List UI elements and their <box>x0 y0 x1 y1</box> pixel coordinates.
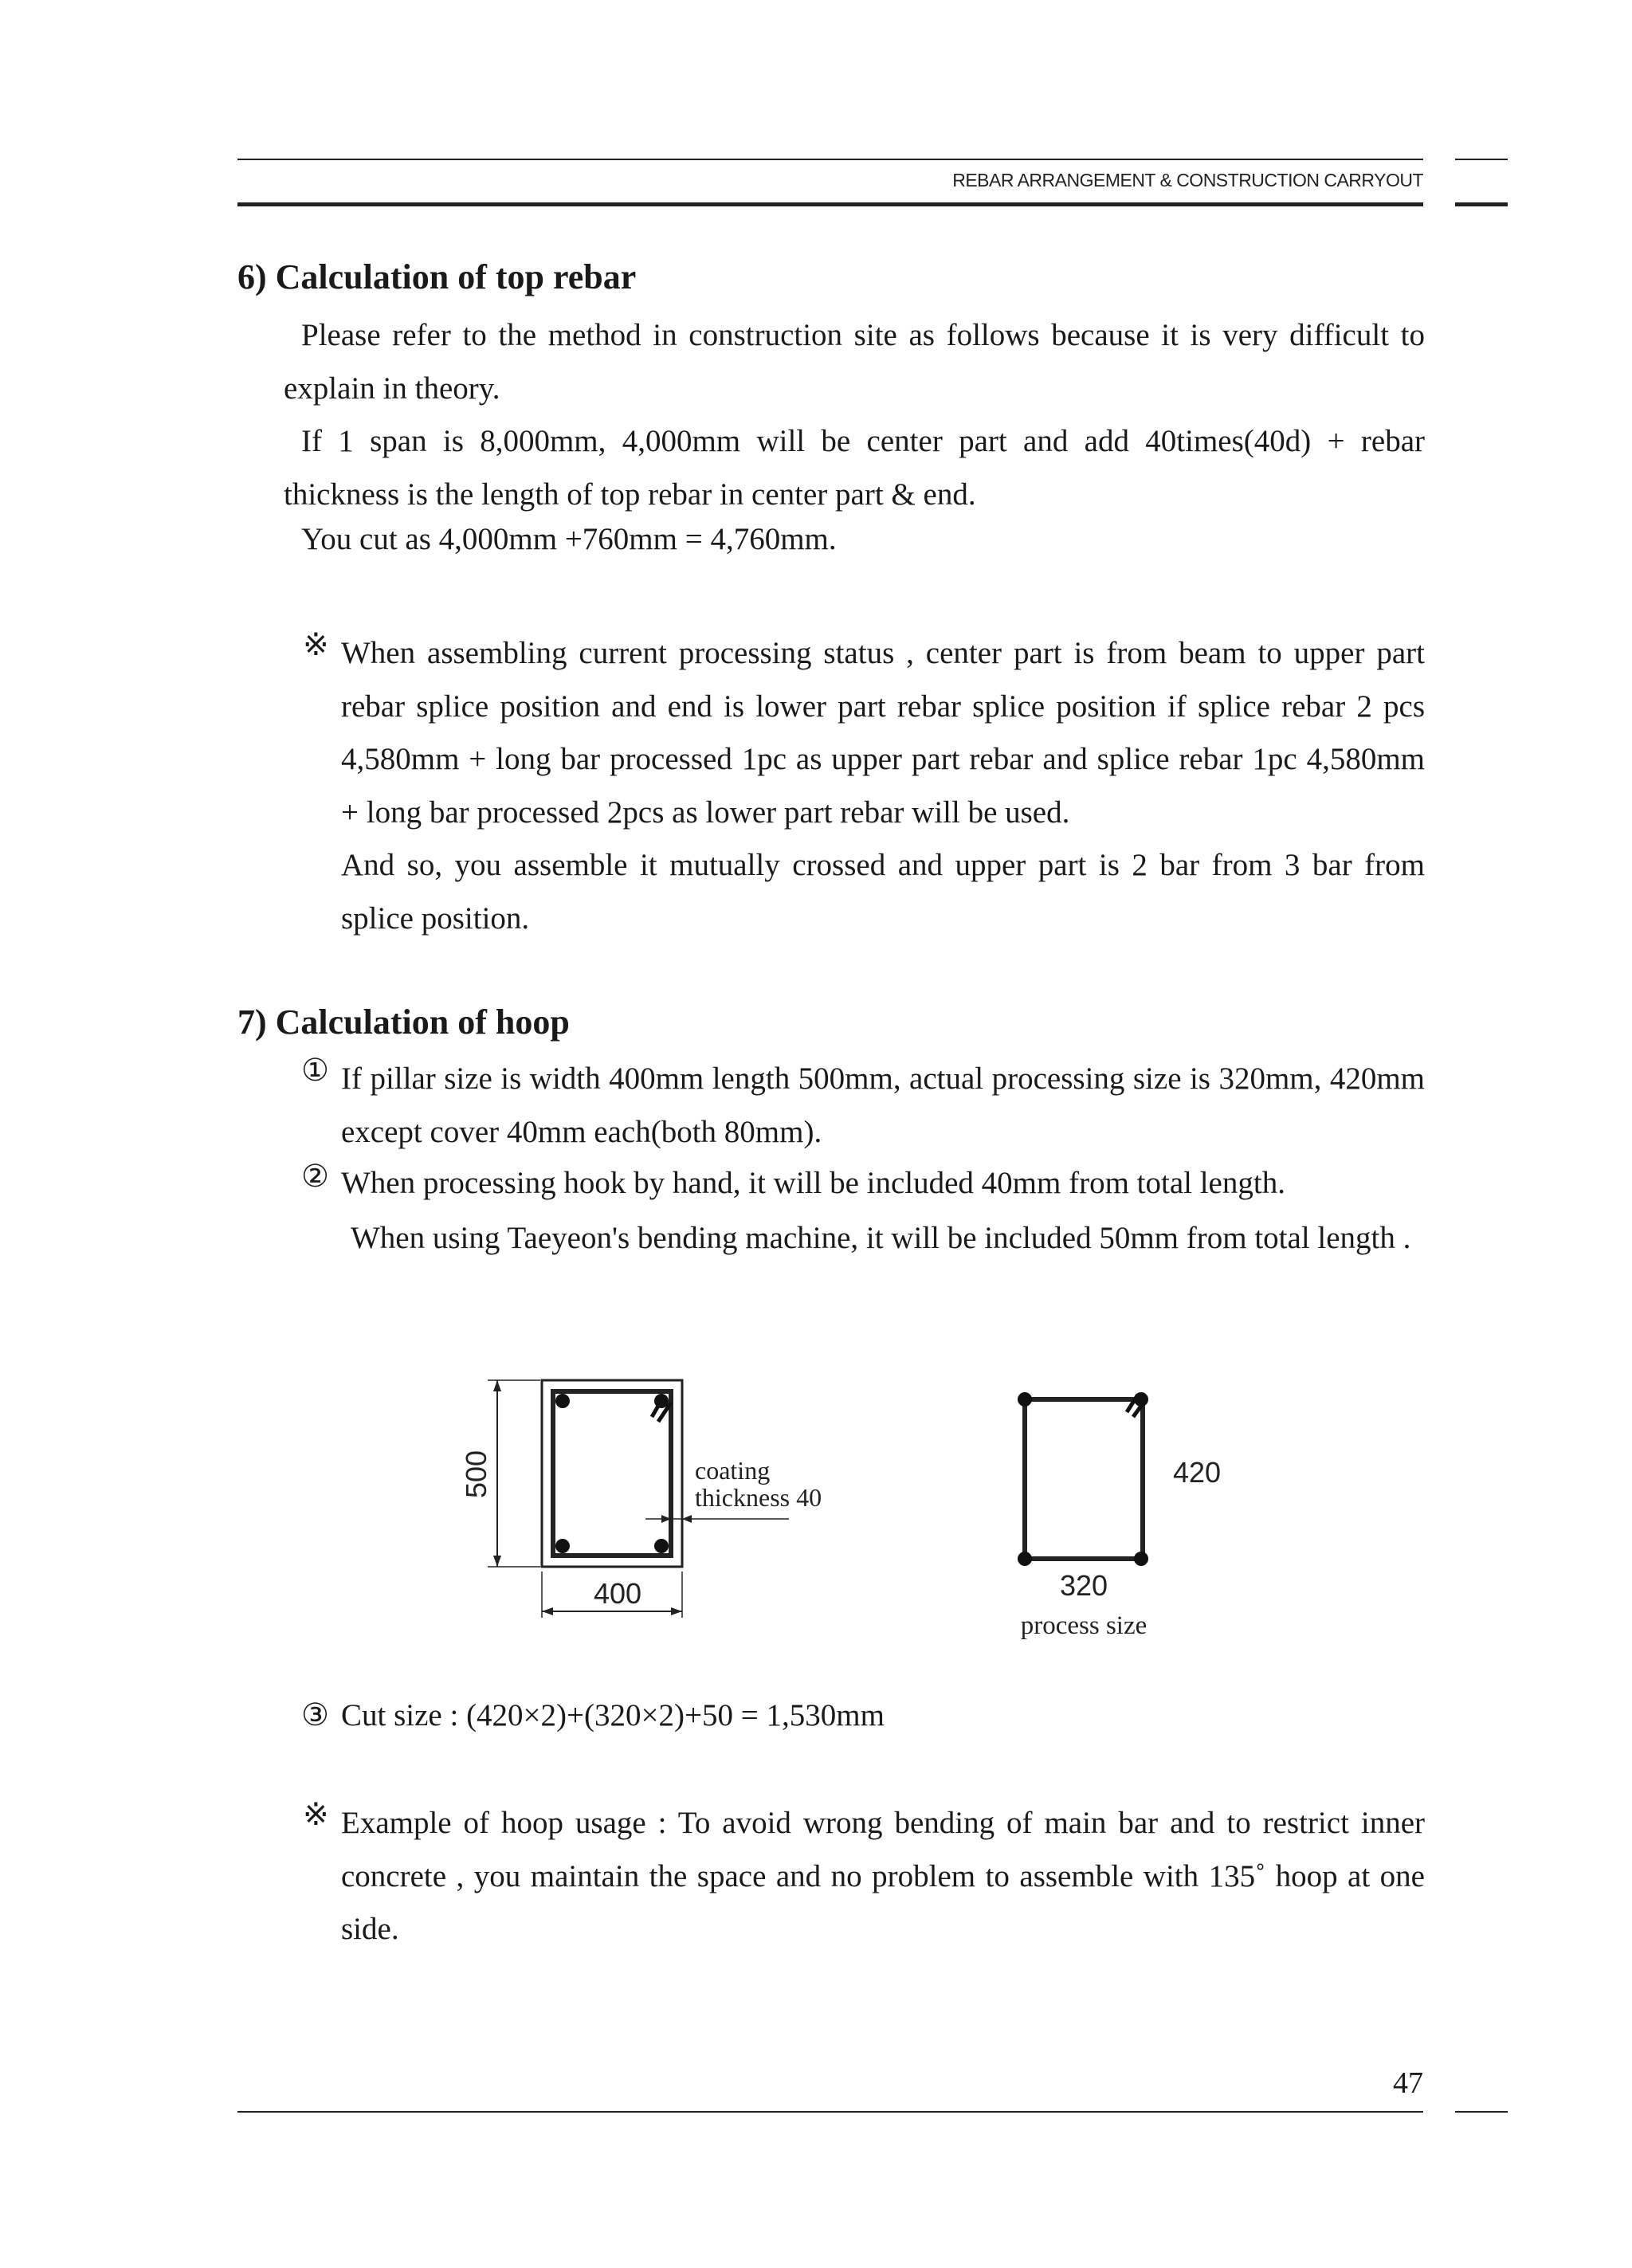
section7-item3-mark: ③ <box>301 1698 329 1732</box>
section7-note-mark: ※ <box>303 1798 329 1832</box>
section7-item1-mark: ① <box>301 1054 329 1088</box>
footer-rule <box>237 2111 1423 2113</box>
section6-paragraph-3: You cut as 4,000mm +760mm = 4,760mm. <box>301 522 837 556</box>
section6-paragraph-1: Please refer to the method in construction site as follows because it is very difficult to explain in theory. <box>284 318 1425 406</box>
header-rule-top <box>237 159 1423 160</box>
processed-hoop-outline <box>1025 1399 1143 1559</box>
pillar-outline <box>542 1380 682 1567</box>
section6-paragraph-2: If 1 span is 8,000mm, 4,000mm will be center part and add 40times(40d) + rebar thickness is the length of top rebar in center part & end. <box>284 424 1425 512</box>
processed-bar-top-left <box>1018 1392 1032 1407</box>
running-header: REBAR ARRANGEMENT & CONSTRUCTION CARRYOUT <box>952 170 1423 190</box>
coating-label-line1: coating <box>695 1456 771 1485</box>
section6-note-text-2: And so, you assemble it mutually crossed and upper part is 2 bar from 3 bar from splice position. <box>341 848 1425 936</box>
section7-item2-text: When processing hook by hand, it will be included 40mm from total length. <box>341 1166 1285 1200</box>
section6-heading: 6) Calculation of top rebar <box>237 257 637 296</box>
left-height-label: 500 <box>460 1450 492 1499</box>
processed-bar-bottom-right <box>1134 1552 1148 1566</box>
hoop-diagram <box>446 1355 1243 1658</box>
processed-bar-bottom-left <box>1018 1552 1032 1566</box>
main-bar-bottom-right <box>654 1539 669 1553</box>
header-rule-bottom <box>237 202 1423 206</box>
section7-heading: 7) Calculation of hoop <box>237 1003 570 1042</box>
left-width-label: 400 <box>593 1577 642 1610</box>
main-bar-top-left <box>555 1394 570 1408</box>
right-height-label: 420 <box>1173 1456 1222 1489</box>
page-number: 47 <box>1393 2066 1423 2100</box>
footer-rule-right <box>1455 2111 1508 2113</box>
header-rule-top-right <box>1455 159 1508 160</box>
section7-item2-mark: ② <box>301 1160 329 1194</box>
section6-note-mark: ※ <box>303 628 329 662</box>
section7-note-text: Example of hoop usage : To avoid wrong bending of main bar and to restrict inner concrete , you maintain the space and no problem to assemble with 135˚ hoop at one side. <box>341 1806 1425 1946</box>
main-bar-bottom-left <box>555 1539 570 1553</box>
header-rule-bottom-right <box>1455 202 1508 206</box>
section7-item3-text: Cut size : (420×2)+(320×2)+50 = 1,530mm <box>341 1698 885 1732</box>
section7-item2-text-2: When using Taeyeon's bending machine, it will be included 50mm from total length . <box>351 1221 1411 1255</box>
coating-label-line2: thickness 40 <box>695 1483 822 1512</box>
section6-note-text: When assembling current processing status , center part is from beam to upper part rebar splice position and end is lower part rebar splice position if splice rebar 2 pcs 4,580mm + long bar processed 1pc as upper part rebar and splice rebar 1pc 4,580mm + long bar processed 2pcs as lower part rebar will be used. <box>341 636 1425 830</box>
right-width-label: 320 <box>1059 1569 1108 1602</box>
section7-item1-text: If pillar size is width 400mm length 500mm, actual processing size is 320mm, 420mm except cover 40mm each(both 80mm). <box>341 1061 1425 1149</box>
right-caption: process size <box>1020 1611 1148 1640</box>
